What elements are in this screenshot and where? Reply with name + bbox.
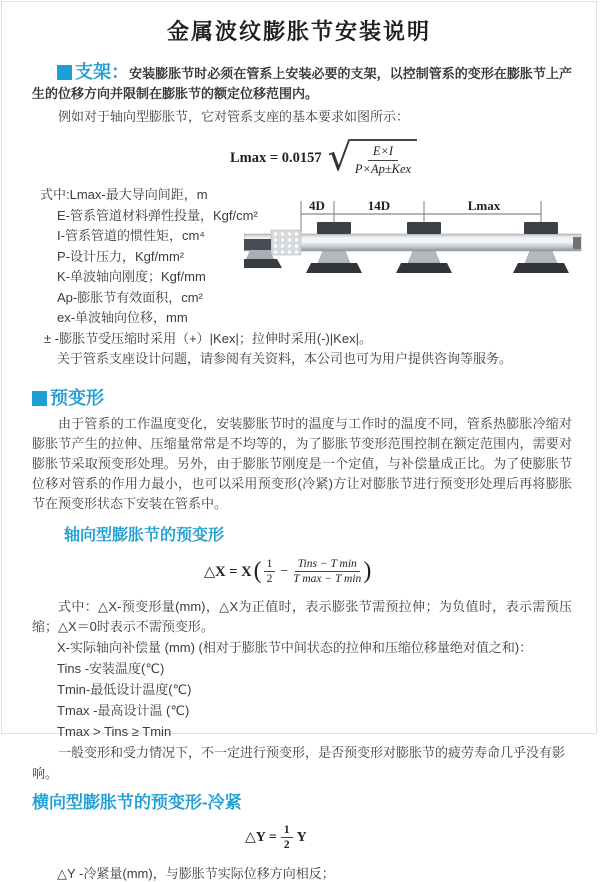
open-paren: ( [253,558,262,584]
variable-line: P-设计压力，Kgf/mm² [57,248,185,264]
section-square-icon [57,65,72,80]
lmax-formula [230,137,596,179]
lmax-formula-lhs: Lmax = 0.0157 [230,149,322,166]
radical-sign: √ [327,135,352,179]
preform-heading: 预变形 [50,387,104,408]
close-paren: ) [363,558,372,584]
variable-line: ex-单波轴向位移，mm [57,310,188,325]
variable-line: K-单波轴向刚度；Kgf/mm [57,269,206,284]
dim-label-14d: 14D [367,198,391,213]
preform-body-text: 由于管系的工作温度变化，安装膨胀节时的温度与工作时的温度不同，管系热膨胀冷缩对膨胀节产生的拉伸、压缩量常常是不均等的，为了膨胀节变形范围控制在额定范围内，需要对膨胀节采取预变形处理。另外，由于膨胀节刚度是一个定值，与补偿量成正比。为了使膨胀节位移对管系的作用力最小，也可以采用预变形(冷紧)方让对膨胀节进行预变形处理后再将膨胀节在预变形状态下安装在管系中。 [32,415,572,511]
document-page [1,1,597,881]
fraction-denominator: P×Ap±Kex [354,162,412,176]
support-intro-text: 安装膨胀节时必须在管系上安装必要的支架，以控制管系的变形在膨胀节上产生的位移方向并限制在膨胀节的额定位移范围内。 [32,66,572,101]
half-numerator: 1 [264,558,276,572]
temp-definition: Tmin-最低设计温度(℃) [57,681,192,697]
pipe-support-diagram [244,194,598,294]
delta-y-lhs: △Y = [245,830,277,845]
delta-y-rhs: Y [296,829,307,845]
delta-x-lhs: △X = X [204,563,252,580]
dim-label-lmax: Lmax [467,198,501,213]
radicand [349,139,417,177]
delta-x-formula [204,555,596,589]
dim-label-4d: 4D [309,198,325,213]
axial-preform-heading: 轴向型膨胀节的预变形 [64,526,225,544]
half-fraction [264,558,276,585]
fraction-numerator: E×I [368,144,398,161]
square-root [327,135,417,179]
fraction [355,144,411,177]
temp-fraction-denominator: T max − T min [293,573,362,585]
general-note: 一般变形和受力情况下，不一定进行预变形，是否预变形对膨胀节的疲劳寿命几乎没有影响。 [32,744,566,781]
delta-y-formula [245,823,596,853]
minus-sign: − [280,563,289,579]
variable-line: I-管系管道的惯性矩，cm⁴ [57,228,205,243]
section-square-icon [32,391,47,406]
lateral-preform-heading: 横向型膨胀节的预变形-冷紧 [32,792,242,812]
consult-note: 关于管系支座设计问题，请参阅有关资料，本公司也可为用户提供咨询等服务。 [57,351,513,366]
variables-lead: 式中:Lmax-最大导向间距，m [40,187,208,202]
support-section-heading: 支架： [75,62,130,82]
plus-minus-note: ± -膨胀节受压缩时采用（+）|Kex|；拉伸时采用(-)|Kex|。 [44,330,372,346]
page-title: 金属波纹膨胀节安装说明 [166,19,431,44]
support-example-text: 例如对于轴向型膨胀节，它对管系支座的基本要求如图所示： [58,109,410,124]
delta-y-note: △Y -冷紧量(mm)，与膨胀节实际位移方向相反； [57,865,335,881]
temperature-fraction [293,558,361,585]
temp-definition: Tins -安装温度(℃) [57,660,165,676]
preform-section-header [32,384,596,410]
half-fraction [281,824,293,851]
delta-x-where-text: 式中：△X-预变形量(mm)，△X为正值时，表示膨张节需预拉伸；为负值时，表示需预压缩；△X＝0时表示不需预变形。 [32,598,572,634]
half-numerator: 1 [281,824,293,838]
variable-line: E-管系管道材料弹性投量，Kgf/cm² [57,207,258,223]
pipe-end [573,237,581,249]
variable-line: Ap-膨胀节有效面积，cm² [57,289,203,305]
expansion-joint-diagram-svg [244,194,598,291]
temp-fraction-numerator: Tins − T min [295,558,360,572]
x-definition: X-实际轴向补偿量 (mm) (相对于膨胀节中间状态的拉伸和压缩位移量绝对值之和)： [57,639,533,655]
temp-definition: Tmax -最高设计温 (℃) [57,702,190,718]
half-denominator: 2 [266,573,273,585]
half-denominator: 2 [283,839,290,851]
temp-inequality: Tmax > Tins ≥ Tmin [57,723,172,739]
bellows-icon [271,230,301,255]
support-intro-paragraph [32,62,572,104]
